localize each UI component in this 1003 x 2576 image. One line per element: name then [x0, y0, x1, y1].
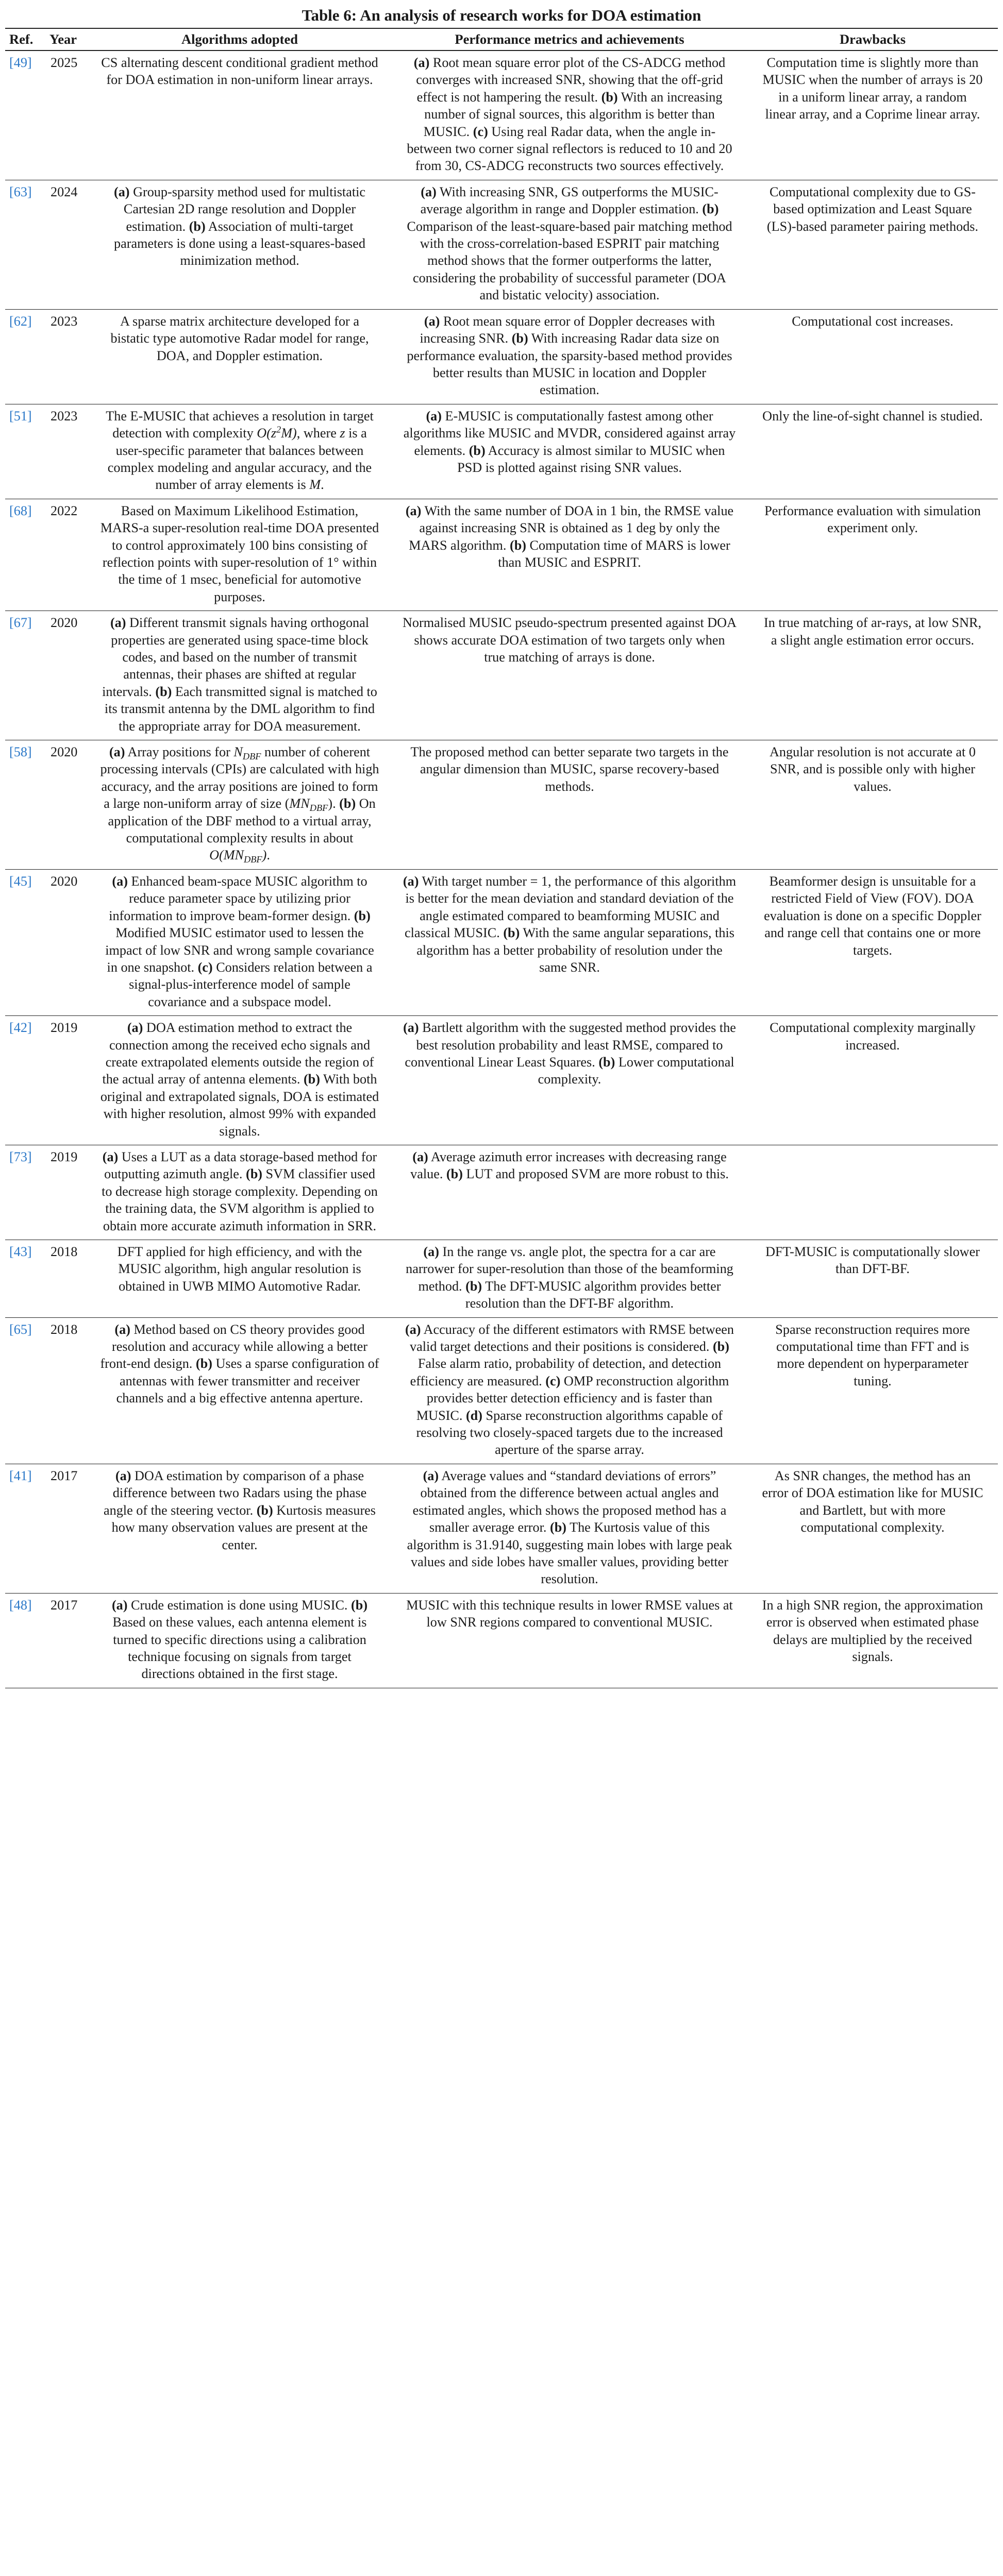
item-text: False alarm ratio, probability of detection, and detection efficiency are measured.	[410, 1356, 722, 1388]
item-text: In the range vs. angle plot, the spectra for a car are narrower for super-resolution than those of the beamforming method.	[406, 1244, 733, 1294]
algorithm-cell	[88, 1240, 392, 1318]
table-row	[5, 1016, 998, 1145]
algorithm-cell	[88, 499, 392, 611]
ref-cell[interactable]: [58]	[9, 744, 32, 760]
drawbacks-cell: In true matching of ar-rays, at low SNR, a slight angle estimation error occurs.	[763, 615, 981, 648]
algorithm-cell	[88, 309, 392, 404]
performance-cell	[392, 309, 747, 404]
item-text: Using real Radar data, when the angle in-between two corner signal reflectors is reduced to 10 and 20 from 30, CS-ADCG reconstructs two sources effectively.	[407, 124, 732, 174]
item-marker: (a)	[405, 1321, 421, 1337]
ref-cell[interactable]: [73]	[9, 1149, 32, 1164]
item-marker: (c)	[545, 1373, 561, 1388]
year-cell: 2017	[51, 1597, 78, 1613]
item-text: Normalised MUSIC pseudo-spectrum presented against DOA shows accurate DOA estimation of two targets only when true matching of arrays is done.	[402, 615, 737, 665]
ref-cell[interactable]: [67]	[9, 615, 32, 631]
drawbacks-cell: As SNR changes, the method has an error of DOA estimation like for MUSIC and Bartlett, but with more computational complexity.	[762, 1468, 983, 1535]
alg-part: (a)	[109, 744, 125, 760]
item-marker: (b)	[601, 89, 618, 105]
item-marker: (b)	[303, 1072, 320, 1087]
performance-cell	[392, 1593, 747, 1688]
performance-cell	[392, 1464, 747, 1593]
item-text: With target number = 1, the performance of this algorithm is better for the mean deviation and standard deviation of the angle estimated compared to beamforming MUSIC and classical MUSIC.	[405, 873, 737, 941]
item-marker: (b)	[446, 1166, 463, 1182]
alg-part: , where	[296, 426, 340, 441]
alg-part: (b)	[339, 796, 356, 811]
algorithm-cell	[88, 180, 392, 309]
alg-part: M)	[281, 426, 297, 441]
performance-cell	[392, 1145, 747, 1240]
item-text: Computation time of MARS is lower than MUSIC and ESPRIT.	[498, 537, 730, 570]
header-drawbacks: Drawbacks	[839, 31, 906, 47]
item-marker: (a)	[421, 184, 437, 199]
performance-cell	[392, 611, 747, 740]
alg-part: DBF	[244, 854, 262, 865]
alg-part: Array positions for	[125, 744, 234, 760]
alg-superscript: 2	[276, 424, 281, 435]
year-cell: 2018	[51, 1321, 78, 1337]
item-marker: (b)	[511, 331, 528, 346]
item-text: The DFT-MUSIC algorithm provides better resolution than the DFT-BF algorithm.	[465, 1278, 721, 1311]
item-marker: (b)	[509, 537, 526, 553]
item-text: A sparse matrix architecture developed for a bistatic type automotive Radar model for range, DOA, and Doppler estimation.	[110, 313, 369, 363]
table-row	[5, 499, 998, 611]
item-marker: (d)	[465, 1408, 482, 1423]
item-marker: (a)	[413, 55, 430, 70]
doa-research-table	[5, 28, 998, 1688]
item-text: Bartlett algorithm with the suggested method provides the best resolution probability and least RMSE, compared to conventional Linear Least Squares.	[405, 1020, 736, 1070]
item-text: DOA estimation method to extract the connection among the received echo signals and create extrapolated elements outside the region of the actual array of antenna elements.	[102, 1020, 374, 1087]
item-marker: (b)	[155, 684, 172, 699]
item-text: Root mean square error of Doppler decreases with increasing SNR.	[420, 313, 715, 346]
drawbacks-cell: Computational complexity due to GS-based optimization and Least Square (LS)-based parameter pairing methods.	[766, 184, 979, 234]
ref-cell[interactable]: [45]	[9, 873, 32, 889]
item-text: Enhanced beam-space MUSIC algorithm to reduce parameter space by utilizing prior information to improve beam-former design.	[109, 873, 367, 923]
header-ref: Ref.	[9, 31, 34, 47]
alg-part: )	[262, 848, 267, 863]
item-text: Group-sparsity method used for multistatic Cartesian 2D range resolution and Doppler estimation.	[123, 184, 366, 234]
algorithm-cell	[88, 611, 392, 740]
ref-cell[interactable]: [51]	[9, 408, 32, 423]
alg-part: .	[321, 477, 324, 493]
ref-cell[interactable]: [65]	[9, 1321, 32, 1337]
item-marker: (c)	[197, 959, 213, 975]
ref-cell[interactable]: [41]	[9, 1468, 32, 1483]
item-text: MUSIC with this technique results in lower RMSE values at low SNR regions compared to conventional MUSIC.	[406, 1597, 733, 1630]
item-marker: (b)	[195, 1356, 212, 1371]
header-performance: Performance metrics and achievements	[455, 31, 684, 47]
ref-cell[interactable]: [49]	[9, 55, 32, 70]
item-marker: (a)	[405, 503, 422, 518]
item-marker: (b)	[256, 1502, 273, 1518]
item-text: With both original and extrapolated signals, DOA is estimated with higher resolution, almost 99% with expanded signals.	[100, 1072, 379, 1139]
alg-part: MN	[289, 796, 310, 811]
year-cell: 2020	[51, 744, 78, 760]
item-marker: (a)	[102, 1149, 119, 1164]
drawbacks-cell: DFT-MUSIC is computationally slower than DFT-BF.	[765, 1244, 980, 1277]
algorithm-cell	[88, 869, 392, 1015]
alg-part: number of coherent processing intervals (CPIs) are calculated with high accuracy, and the array positions are joined to form a large non-uniform array of size (	[100, 744, 379, 811]
drawbacks-cell	[747, 1145, 998, 1240]
year-cell: 2024	[51, 184, 78, 199]
alg-part: O(MN	[209, 848, 244, 863]
item-marker: (a)	[113, 184, 130, 199]
item-text: Accuracy is almost similar to MUSIC when PSD is plotted against rising SNR values.	[457, 443, 725, 475]
item-marker: (b)	[702, 201, 719, 217]
item-text: Modified MUSIC estimator used to lessen the impact of low SNR and wrong sample covariance in one snapshot.	[105, 925, 374, 975]
performance-cell	[392, 740, 747, 870]
item-text: E-MUSIC is computationally fastest among other algorithms like MUSIC and MVDR, considered against array elements.	[403, 408, 736, 458]
year-cell: 2020	[51, 873, 78, 889]
performance-cell	[392, 1317, 747, 1464]
item-text: Based on these values, each antenna element is turned to specific directions using a calibration technique focusing on signals from target directions obtained in the first stage.	[112, 1615, 367, 1682]
item-marker: (a)	[423, 1468, 439, 1483]
performance-cell	[392, 1240, 747, 1318]
algorithm-cell	[88, 1317, 392, 1464]
year-cell: 2020	[51, 615, 78, 631]
table-row	[5, 180, 998, 309]
alg-part: DBF	[309, 803, 328, 814]
year-cell: 2019	[51, 1020, 78, 1036]
item-text: Crude estimation is done using MUSIC.	[127, 1597, 352, 1613]
item-marker: (b)	[469, 443, 486, 458]
drawbacks-cell: Sparse reconstruction requires more computational time than FFT and is more dependent on hyperparameter tuning.	[775, 1321, 970, 1388]
year-cell: 2019	[51, 1149, 78, 1164]
year-cell: 2017	[51, 1468, 78, 1483]
item-marker: (a)	[403, 873, 419, 889]
item-marker: (a)	[114, 1321, 130, 1337]
year-cell: 2018	[51, 1244, 78, 1259]
performance-cell	[392, 404, 747, 499]
alg-part: is a user-specific parameter that balances between complex modeling and angular accuracy, and the number of array elements is	[107, 426, 372, 493]
item-marker: (a)	[403, 1020, 419, 1036]
performance-cell	[392, 869, 747, 1015]
alg-part: O(z	[257, 426, 277, 441]
algorithm-cell	[88, 740, 392, 870]
item-marker: (b)	[351, 1597, 368, 1613]
item-text: With an increasing number of signal sources, this algorithm is better than MUSIC.	[423, 89, 723, 139]
algorithm-cell	[88, 404, 392, 499]
item-text: CS alternating descent conditional gradient method for DOA estimation in non-uniform linear arrays.	[101, 55, 378, 88]
item-text: The proposed method can better separate two targets in the angular dimension than MUSIC, sparse recovery-based methods.	[410, 744, 729, 794]
alg-part: DBF	[242, 751, 261, 762]
ref-cell[interactable]: [62]	[9, 313, 32, 329]
table-number: Table 6:	[302, 6, 357, 24]
drawbacks-cell: Only the line-of-sight channel is studied.	[762, 408, 983, 423]
item-marker: (a)	[110, 615, 126, 631]
table-header-row	[5, 28, 998, 50]
item-text: With increasing Radar data size on performance evaluation, the sparsity-based method provides better results than MUSIC in location and Doppler estimation.	[407, 331, 732, 398]
item-text: The Kurtosis value of this algorithm is 31.9140, suggesting main lobes with large peak values and side lobes have smaller values, providing better resolution.	[407, 1520, 732, 1587]
algorithm-cell	[88, 50, 392, 180]
drawbacks-cell: Angular resolution is not accurate at 0 SNR, and is possible only with higher values.	[770, 744, 976, 794]
item-marker: (a)	[426, 408, 442, 423]
ref-cell[interactable]: [43]	[9, 1244, 32, 1259]
performance-cell	[392, 180, 747, 309]
item-text: DOA estimation by comparison of a phase difference between two Radars using the phase angle of the steering vector.	[104, 1468, 367, 1518]
alg-part: ).	[328, 796, 340, 811]
item-text: Uses a sparse configuration of antennas with fewer transmitter and receiver channels and a big effective antenna aperture.	[116, 1356, 379, 1406]
item-marker: (b)	[712, 1339, 729, 1354]
item-marker: (a)	[424, 313, 440, 329]
ref-cell[interactable]: [42]	[9, 1020, 32, 1036]
ref-cell[interactable]: [48]	[9, 1597, 32, 1613]
ref-cell[interactable]: [63]	[9, 184, 32, 199]
item-text: Average azimuth error increases with decreasing range value.	[410, 1149, 727, 1182]
table-row	[5, 1593, 998, 1688]
performance-cell	[392, 499, 747, 611]
alg-part: M	[309, 477, 321, 493]
table-row	[5, 869, 998, 1015]
item-text: Considers relation between a signal-plus-interference model of sample covariance and a subspace model.	[129, 959, 373, 1009]
item-marker: (a)	[111, 1597, 128, 1613]
drawbacks-cell: Computation time is slightly more than MUSIC when the number of arrays is 20 in a uniform linear array, a random linear array, and a Coprime linear array.	[762, 55, 983, 122]
item-text: LUT and proposed SVM are more robust to this.	[462, 1166, 729, 1182]
item-marker: (b)	[550, 1520, 567, 1535]
table-row	[5, 309, 998, 404]
drawbacks-cell: Performance evaluation with simulation experiment only.	[764, 503, 981, 536]
item-text: Accuracy of the different estimators with RMSE between valid target detections and their positions is considered.	[410, 1321, 734, 1354]
performance-cell	[392, 50, 747, 180]
item-marker: (b)	[354, 908, 371, 923]
algorithm-cell	[88, 1593, 392, 1688]
item-text: Lower computational complexity.	[538, 1054, 734, 1087]
ref-cell[interactable]: [68]	[9, 503, 32, 518]
algorithm-cell	[88, 1464, 392, 1593]
table-row	[5, 404, 998, 499]
drawbacks-cell: In a high SNR region, the approximation error is observed when estimated phase delays are multiplied by the received signals.	[762, 1597, 983, 1664]
year-cell: 2022	[51, 503, 78, 518]
table-caption	[0, 0, 1003, 28]
item-marker: (a)	[112, 873, 128, 889]
algorithm-cell	[88, 1145, 392, 1240]
alg-part: N	[233, 744, 243, 760]
item-marker: (b)	[189, 218, 206, 234]
alg-part: The E-MUSIC that achieves a resolution in target detection with complexity	[106, 408, 374, 441]
item-marker: (b)	[503, 925, 520, 941]
table-row	[5, 50, 998, 180]
item-text: Method based on CS theory provides good resolution and accuracy while allowing a better front-end design.	[100, 1321, 367, 1371]
item-marker: (b)	[465, 1278, 482, 1294]
drawbacks-cell: Computational complexity marginally increased.	[770, 1020, 976, 1053]
drawbacks-cell: Computational cost increases.	[792, 313, 954, 329]
table-row	[5, 1464, 998, 1593]
item-text: With increasing SNR, GS outperforms the MUSIC-average algorithm in range and Doppler estimation.	[420, 184, 718, 217]
item-marker: (a)	[412, 1149, 428, 1164]
alg-part: z	[340, 426, 345, 441]
alg-part: On application of the DBF method to a virtual array, computational complexity results in about	[108, 796, 376, 846]
table-row	[5, 1317, 998, 1464]
year-cell: 2025	[51, 55, 78, 70]
item-text: Kurtosis measures how many observation values are present at the center.	[111, 1502, 376, 1552]
drawbacks-cell: Beamformer design is unsuitable for a restricted Field of View (FOV). DOA evaluation is done on a specific Doppler and range cell that contains one or more targets.	[764, 873, 981, 958]
table-row	[5, 740, 998, 870]
item-text: Sparse reconstruction algorithms capable of resolving two closely-spaced targets due to the increased aperture of the sparse array.	[416, 1408, 723, 1458]
item-text: With the same number of DOA in 1 bin, the RMSE value against increasing SNR is obtained as 1 deg by only the MARS algorithm.	[409, 503, 734, 553]
item-text: SVM classifier used to decrease high storage complexity. Depending on the training data, the SVM algorithm is applied to obtain more accurate azimuth information in SRR.	[102, 1166, 378, 1233]
performance-cell	[392, 1016, 747, 1145]
item-text: Uses a LUT as a data storage-based method for outputting azimuth angle.	[104, 1149, 377, 1182]
item-text: Different transmit signals having orthogonal properties are generated using space-time block codes, and based on the number of transmit antennas, their phases are shifted at regular intervals.	[102, 615, 370, 699]
item-marker: (b)	[598, 1054, 615, 1070]
header-year: Year	[49, 31, 77, 47]
item-text: OMP reconstruction algorithm provides better detection efficiency and is faster than MUSIC.	[416, 1373, 729, 1423]
alg-part: °	[333, 554, 339, 570]
item-text: Comparison of the least-square-based pair matching method with the cross-correlation-based ESPRIT pair matching method shows that the former outperforms the latter, considering the probability of successful parameter (DOA and bistatic velocity) association.	[407, 218, 732, 303]
item-text: Association of multi-target parameters is done using a least-squares-based minimization method.	[114, 218, 365, 268]
item-text: With the same angular separations, this algorithm has a better probability of resolution under the same SNR.	[416, 925, 734, 975]
item-text: Average values and “standard deviations of errors” obtained from the difference between actual angles and estimated angles, which shows the proposed method has a smaller average error.	[412, 1468, 727, 1535]
item-marker: (b)	[245, 1166, 262, 1182]
item-marker: (a)	[115, 1468, 131, 1483]
year-cell: 2023	[51, 313, 78, 329]
table-row	[5, 1145, 998, 1240]
algorithm-cell	[88, 1016, 392, 1145]
item-marker: (a)	[127, 1020, 143, 1036]
year-cell: 2023	[51, 408, 78, 423]
table-title: An analysis of research works for DOA estimation	[357, 6, 701, 24]
item-text: Each transmitted signal is matched to its transmit antenna by the DML algorithm to find the appropriate array for DOA measurement.	[104, 684, 377, 734]
alg-part: Based on Maximum Likelihood Estimation, MARS-a super-resolution real-time DOA presented to control approximately 100 bins consisting of reflection points with super-resolution of 1	[100, 503, 379, 570]
table-row	[5, 611, 998, 740]
alg-part: .	[266, 848, 270, 863]
item-text: Root mean square error plot of the CS-ADCG method converges with increased SNR, showing that the off-grid effect is not hampering the result.	[416, 55, 726, 105]
alg-part: within the time of 1 msec, beneficial for automotive purposes.	[118, 554, 377, 604]
item-marker: (c)	[473, 124, 488, 139]
item-marker: (a)	[423, 1244, 439, 1259]
item-text: DFT applied for high efficiency, and with the MUSIC algorithm, high angular resolution is obtained in UWB MIMO Automotive Radar.	[117, 1244, 362, 1294]
header-algorithms: Algorithms adopted	[181, 31, 298, 47]
table-row	[5, 1240, 998, 1318]
